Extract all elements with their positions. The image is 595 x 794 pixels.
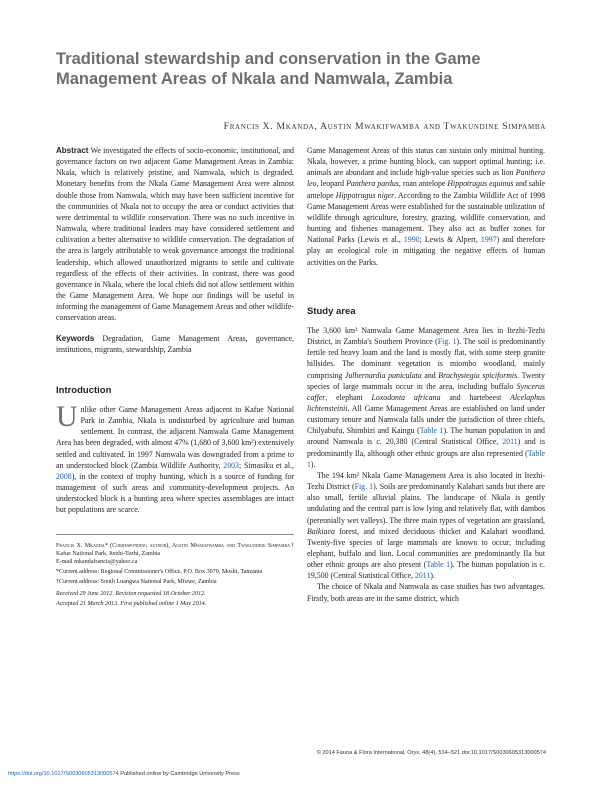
- introduction-paragraph: Unlike other Game Management Areas adjacent to Kafue National Park in Zambia, Nkala is undisturbed by agriculture and human settlement. In contrast, the adjacent Namwala Game Management Area has been degraded, with almost 47% (1,680 of 3,600 km²) extensively settled and cultivated. In 1997 Namwala was downgraded from a prime to an understocked block (Zambia Wildlife Authority, 2003; Simasiku et al., 2008), in the context of trophy hunting, which is a source of funding for management of such areas and community-development projects. An understocked block is a hunting area where species assemblages are intact but populations are scarce.: [56, 399, 294, 515]
- citation-link[interactable]: 2003: [223, 460, 239, 470]
- keywords: [56, 333, 294, 355]
- current-address-1: *Current address: Regional Commissioner's Office, P.O. Box 3070, Moshi, Tanzania: [56, 568, 263, 575]
- doi-link[interactable]: https://doi.org/10.1017/S0030605313000574: [8, 771, 119, 777]
- citation-link[interactable]: 2008: [56, 471, 72, 481]
- received-date: Received 29 June 2012. Revision requested 18 October 2012.: [56, 591, 206, 597]
- body-paragraph: Game Management Areas of this status can sustain only minimal hunting. Nkala, however, a prime hunting block, can support optimal hunting; i.e. animals are abundant and include high-value species such as lion Panthera leo, leopard Panthera pardus, roan antelope Hippotragus equinus and sable antelope Hippotragus niger. According to the Zambia Wildlife Act of 1998 Game Management Areas were established for the sustainable utilization of wildlife through agriculture, forestry, grazing, wildlife conservation, and hunting and fisheries management. They also act as buffer zones for National Parks (Lewis et al., 1990; Lewis & Alpert, 1997) and therefore play an ecological role in mitigating the negative effects of human activities on the Parks.: [307, 146, 545, 267]
- accepted-date: Accepted 21 March 2013. First published online 1 May 2014.: [56, 601, 207, 608]
- keywords-text: Degradation, Game Management Areas, governance, institutions, migrants, stewardship, Zambia: [56, 333, 294, 354]
- citation-link[interactable]: 1997: [480, 235, 497, 245]
- footnote-divider: [56, 534, 294, 535]
- article-title: Traditional stewardship and conservation in the Game Management Areas of Nkala and Namwala, Zambia: [56, 50, 481, 88]
- citation-link[interactable]: 2011: [414, 571, 431, 581]
- abstract-label: Abstract: [56, 146, 89, 155]
- body-paragraph: The 194 km² Nkala Game Management Area is also located in Itezhi-Tezhi District (Fig. 1). Soils are predominantly Kalahari sands but there are also small, fertile alluvial plains. The landscape of Nkala is gently undulating and the central part is low lying and relatively flat, with dambos (perennially wet valleys). The three main types of vegetation are grassland, Baikiaea forest, and mixed deciduous thicket and Kalahari woodland. Twenty-five species of large mammals are known to occur, including elephant, buffalo and lion. Local communities are predominantly Ila but other ethnic groups are also present (Table 1). The human population is c. 19,500 (Central Statistical Office, 2011).: [307, 470, 546, 581]
- table-link[interactable]: Table 1: [307, 448, 545, 469]
- keywords-label: Keywords: [56, 333, 95, 343]
- drop-cap: U: [56, 399, 78, 433]
- current-address-2: †Current address: South Luangwa National Park, Mfuwe, Zambia: [56, 578, 217, 585]
- left-column: [56, 145, 294, 610]
- author-list: Francis X. Mkanda, Austin Mwakifwamba and Twakundine Simpamba: [223, 121, 546, 132]
- introduction-heading: Introduction: [56, 384, 112, 396]
- right-column: [307, 145, 545, 604]
- figure-link[interactable]: Fig. 1: [354, 482, 374, 492]
- citation-link[interactable]: 2011: [502, 437, 518, 447]
- table-link[interactable]: Table 1: [426, 560, 451, 570]
- footnote-authors: Francis X. Mkanda* (Corresponding author), Austin Mwakifwamba and Twakundine Simpamba†: [56, 542, 294, 549]
- study-area-heading: Study area: [307, 305, 356, 317]
- table-link[interactable]: Table 1: [419, 426, 444, 436]
- journal-footer: © 2014 Fauna & Flora International, Oryx, 48(4), 514–521 doi:10.1017/S0030605313000574: [316, 750, 546, 756]
- figure-link[interactable]: Fig. 1: [437, 337, 457, 347]
- abstract: [56, 145, 294, 324]
- published-note: Published online by Cambridge University Press: [118, 771, 240, 777]
- body-paragraph: The 3,600 km² Namwala Game Management Area lies in Itezhi-Tezhi District, in Zambia's Southern Province (Fig. 1). The soil is predominantly fertile red heavy loam and the land is mostly flat, with some steep granite hillsides. The dominant vegetation is miombo woodland, mainly comprising Julbernardia paniculata and Brachystegia spiciformis. Twenty species of large mammals occur in the area, including buffalo Syncerus caffer, elephant Loxodonta africana and hartebeest Alcelaphus lichtensteinii. All Game Management Areas are established on land under customary tenure and Namwala falls under the jurisdiction of three chiefs, Chilyabufu, Shimbizi and Kaingu (Table 1). The human population in and around Namwala is c. 20,380 (Central Statistical Office, 2011) and is predominantly Ila, although other ethnic groups are also represented (Table 1).: [307, 325, 546, 469]
- author-email: E-mail mkandafrancis@yahoo.ca: [56, 558, 138, 565]
- body-paragraph: The choice of Nkala and Namwala as case studies has two advantages. Firstly, both areas are in the same district, which: [307, 582, 545, 603]
- abstract-text: We investigated the effects of socio-economic, institutional, and governance factors on two adjacent Game Management Areas in Zambia: Nkala, which is relatively pristine, and Namwala, which is degraded. Monetary benefits from the Nkala Game Management Area were almost double those from Namwala, which may have been sufficient incentive for the communities of Nkala not to occupy the area or conduct activities that were detrimental to wildlife conservation. There was no such incentive in Namwala, where traditional leaders may have considered settlement and cultivation a better alternative to wildlife conservation. The degradation of the area is largely attributable to weak governance amongst the traditional leadership, which allowed unauthorized migrants to settle and cultivate regardless of the effects of their activities. In contrast, there was good governance in Nkala, where the local chiefs did not allow settlement within the Game Management Area. We hope our findings will be useful in informing the management of Game Management Areas and other wildlife-conservation areas.: [56, 146, 294, 323]
- author-footnotes: Francis X. Mkanda* (Corresponding author), Austin Mwakifwamba and Twakundine Simpamba† Kafue National Park, Itezhi-Tezhi, Zambia E-mail mkandafrancis@yahoo.ca *Current address: Regional Commissioner's Office, P.O. Box 3070, Moshi, Tanzania †Current address: South Luangwa National Park, Mfuwe, Zambia Received 29 June 2012. Revision requested 18 October 2012. Accepted 21 March 2013. First published online 1 May 2014.: [56, 542, 294, 608]
- publication-line: [8, 771, 240, 777]
- citation-link[interactable]: 1990: [403, 235, 420, 245]
